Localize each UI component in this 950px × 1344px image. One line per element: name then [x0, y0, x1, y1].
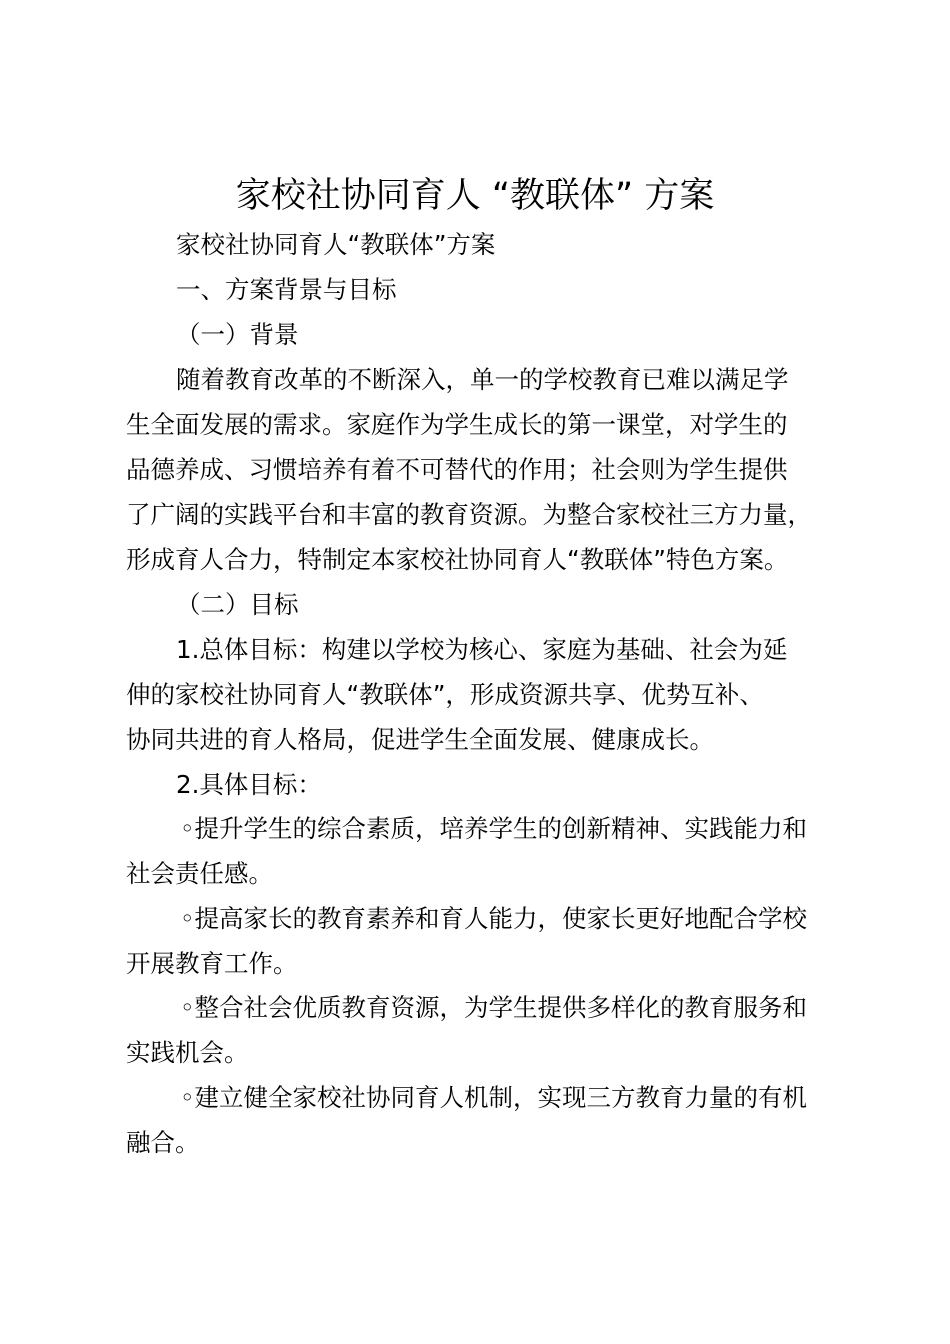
subsection-heading: （一）背景 — [176, 320, 299, 349]
paragraph-line: 1.总体目标：构建以学校为核心、家庭为基础、社会为延 — [176, 635, 788, 664]
paragraph-line: 随着教育改革的不断深入，单一的学校教育已难以满足学 — [176, 365, 789, 394]
document-title: 家校社协同育人 “教联体” 方案 — [235, 176, 715, 216]
bullet-item: ◦整合社会优质教育资源，为学生提供多样化的教育服务和 — [180, 993, 807, 1022]
paragraph-line: 品德养成、习惯培养有着不可替代的作用；社会则为学生提供 — [126, 455, 788, 484]
paragraph-line: 协同共进的育人格局，促进学生全面发展、健康成长。 — [126, 725, 714, 754]
paragraph-line: 了广阔的实践平台和丰富的教育资源。为整合家校社三方力量， — [126, 500, 812, 529]
bullet-item: ◦建立健全家校社协同育人机制，实现三方教育力量的有机 — [180, 1083, 807, 1112]
bullet-item-continuation: 社会责任感。 — [126, 859, 273, 888]
bullet-item-continuation: 融合。 — [126, 1128, 200, 1157]
paragraph-line: 2.具体目标： — [176, 770, 322, 799]
paragraph-line: 伸的家校社协同育人“教联体”，形成资源共享、优势互补、 — [126, 680, 764, 709]
paragraph-line: 形成育人合力，特制定本家校社协同育人“教联体”特色方案。 — [126, 545, 789, 574]
bullet-item-continuation: 实践机会。 — [126, 1038, 249, 1067]
paragraph-line: 生全面发展的需求。家庭作为学生成长的第一课堂，对学生的 — [126, 410, 788, 439]
bullet-item-continuation: 开展教育工作。 — [126, 949, 298, 978]
subtitle-line: 家校社协同育人“教联体”方案 — [176, 230, 496, 259]
bullet-item: ◦提升学生的综合素质，培养学生的创新精神、实践能力和 — [180, 814, 807, 843]
section-heading: 一、方案背景与目标 — [176, 275, 397, 304]
bullet-item: ◦提高家长的教育素养和育人能力，使家长更好地配合学校 — [180, 904, 807, 933]
subsection-heading: （二）目标 — [176, 590, 299, 619]
